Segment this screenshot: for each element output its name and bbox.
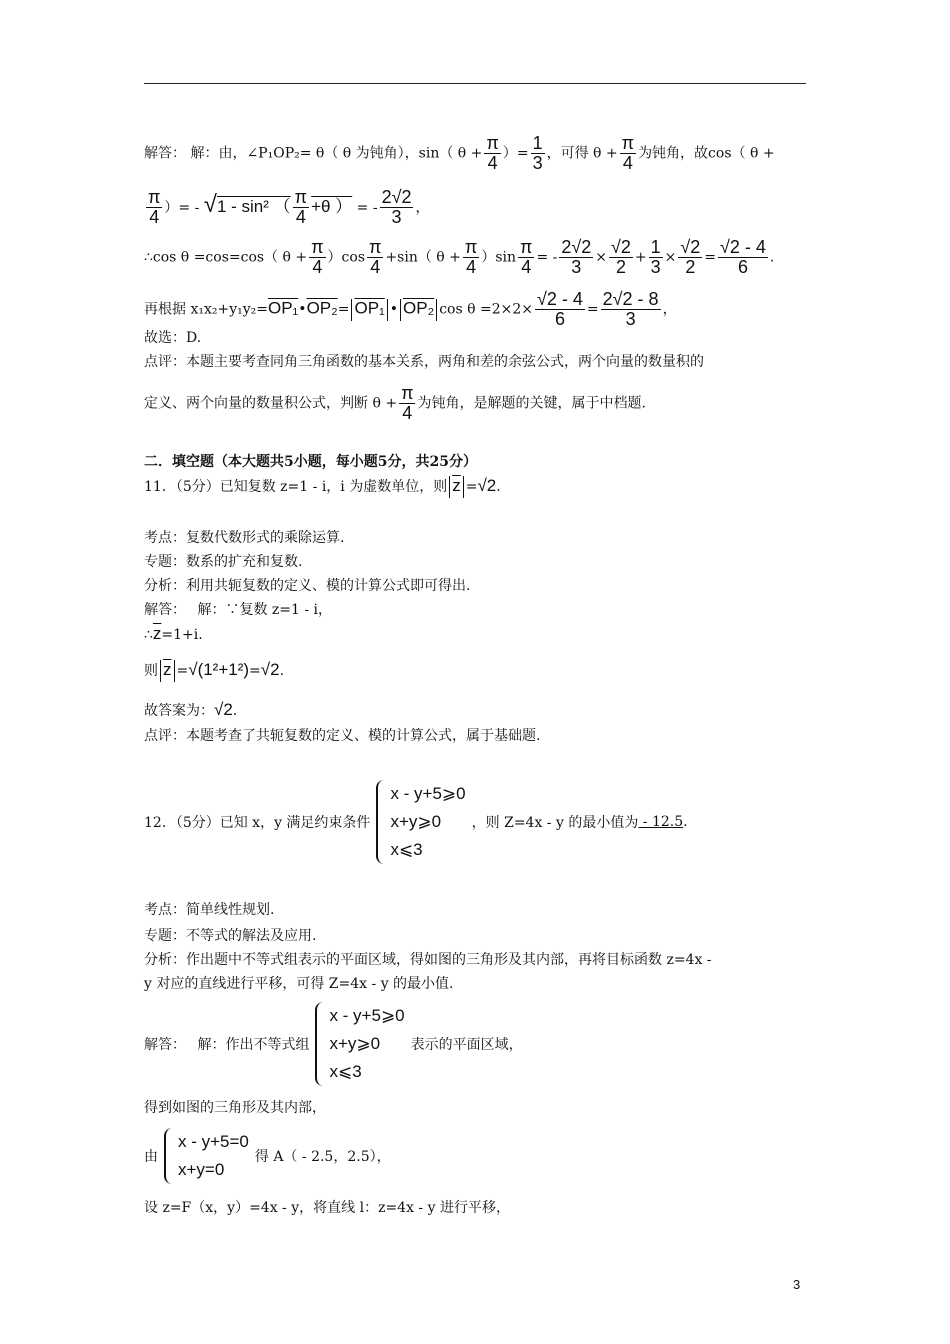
- vector-op1: OP₁: [267, 298, 299, 318]
- fraction-one-third: $\frac{1}{3}$: [532, 133, 543, 173]
- fraction-2sqrt2-over-3: $\frac{2√2}{3}$: [381, 187, 412, 228]
- header-rule: [144, 83, 806, 84]
- q11-kaodian: 考点：复数代数形式的乘除运算.: [144, 530, 345, 546]
- q12-setz: 设 z=F（x，y）=4x - y，将直线 l：z=4x - y 进行平移，: [144, 1200, 510, 1216]
- q10-comment-2: 定义、两个向量的数量积公式，判断 θ + $\frac{\pi}{4}$ 为钝角，是解题的关键，属于中档题.: [144, 383, 646, 423]
- answer-blank: - 12.5: [638, 814, 684, 830]
- q11-stem: 11．（5分）已知复数 z=1 - i，i 为虚数单位，则 $\overline{z} =√2$.: [144, 476, 501, 498]
- q10-answer-line-3: ∴cos θ =cos=cos（ θ + $\frac{\pi}{4}$ ）cos $\frac{\pi}{4}$ +sin（ θ + $\frac{\pi}{4}$ ）sin $\frac{\pi}{4}$ = - $\frac{2√2}{3}$ × $\frac{√2}{2}$ + $\frac{1}{3}$ × $\frac{√2}{2}$ = $\frac{√2 - 4}{6}$ .: [144, 237, 775, 277]
- q12-stem: 12．（5分）已知 x，y 满足约束条件 x - y+5⩾0 x+y⩾0 x⩽3 ，则 Z=4x - y 的最小值为 - 12.5.: [144, 780, 688, 864]
- q11-fenxi: 分析：利用共轭复数的定义、模的计算公式即可得出.: [144, 578, 471, 594]
- q12-fenxi-1: 分析：作出题中不等式组表示的平面区域，得如图的三角形及其内部，再将目标函数 z=4x -: [144, 952, 712, 968]
- q10-answer-line-2: $\frac{\pi}{4}$ ）= - √1 - sin² （ $\frac{\pi}{4}$ +θ ） = - $\frac{2√2}{3}$ ，: [148, 187, 430, 228]
- fraction-pi-over-4: $\frac{\pi}{4}$: [621, 133, 635, 173]
- q11-final: 故答案为：√2.: [144, 700, 238, 719]
- q12-answer: 解答： 解：作出不等式组 x - y+5⩾0 x+y⩾0 x⩽3 表示的平面区域，: [144, 1002, 523, 1086]
- section-heading: 二．填空题（本大题共5小题，每小题5分，共25分）: [144, 454, 477, 470]
- q12-kaodian: 考点：简单线性规划.: [144, 902, 275, 918]
- q11-answer: 解答： 解：∵复数 z=1 - i，: [144, 602, 333, 618]
- constraint-system-2: x - y+5⩾0 x+y⩾0 x⩽3: [315, 1002, 404, 1086]
- equation-system: x - y+5=0 x+y=0: [164, 1128, 249, 1184]
- q11-zhuanti: 专题：数系的扩充和复数.: [144, 554, 303, 570]
- q10-answer-line-1: 解答： 解：由，∠P₁OP₂= θ（ θ 为钝角），sin（ θ + $\frac{\pi}{4}$ ）= $\frac{1}{3}$ ，可得 θ + $\frac{\pi}{4}$ 为钝角，故cos（ θ +: [144, 133, 775, 173]
- q10-comment-1: 点评：本题主要考查同角三角函数的基本关系，两角和差的余弦公式，两个向量的数量积的: [144, 354, 704, 370]
- fraction-pi-over-4: $\frac{\pi}{4}$: [486, 133, 499, 173]
- q12-fenxi-2: y 对应的直线进行平移，可得 Z=4x - y 的最小值.: [144, 976, 454, 992]
- constraint-system: x - y+5⩾0 x+y⩾0 x⩽3: [376, 780, 465, 864]
- q10-answer-line-4: 再根据 x₁x₂+y₁y₂=OP₁•OP₂= OP₁ • OP₂ cos θ =2×2× $\frac{√2 - 4}{6}$ = $\frac{2√2 - 8}{3}$ ，: [144, 289, 677, 329]
- q12-triangle: 得到如图的三角形及其内部，: [144, 1100, 326, 1116]
- sqrt-expression: 1 - sin² （ $\frac{\pi}{4}$ +θ ）: [216, 187, 353, 227]
- fraction-pi-over-4: $\frac{\pi}{4}$: [148, 187, 161, 228]
- answer-label: 解答：: [144, 145, 186, 162]
- q11-comment: 点评：本题考查了共轭复数的定义、模的计算公式，属于基础题.: [144, 728, 541, 744]
- q11-conjugate: $\therefore\overline{z}=1+i$.: [144, 624, 203, 643]
- vector-op2: OP₂: [306, 298, 338, 318]
- q11-modulus: 则 $\overline{z} =√(1^2+1^2)=√2$.: [144, 660, 284, 682]
- page-number: 3: [793, 1277, 801, 1292]
- q12-solve: 由 x - y+5=0 x+y=0 得 A（ - 2.5，2.5），: [144, 1128, 391, 1184]
- q10-choose: 故选：D.: [144, 330, 202, 346]
- conjugate-z: $\overline{z}$: [452, 476, 461, 495]
- q12-zhuanti: 专题：不等式的解法及应用.: [144, 928, 317, 944]
